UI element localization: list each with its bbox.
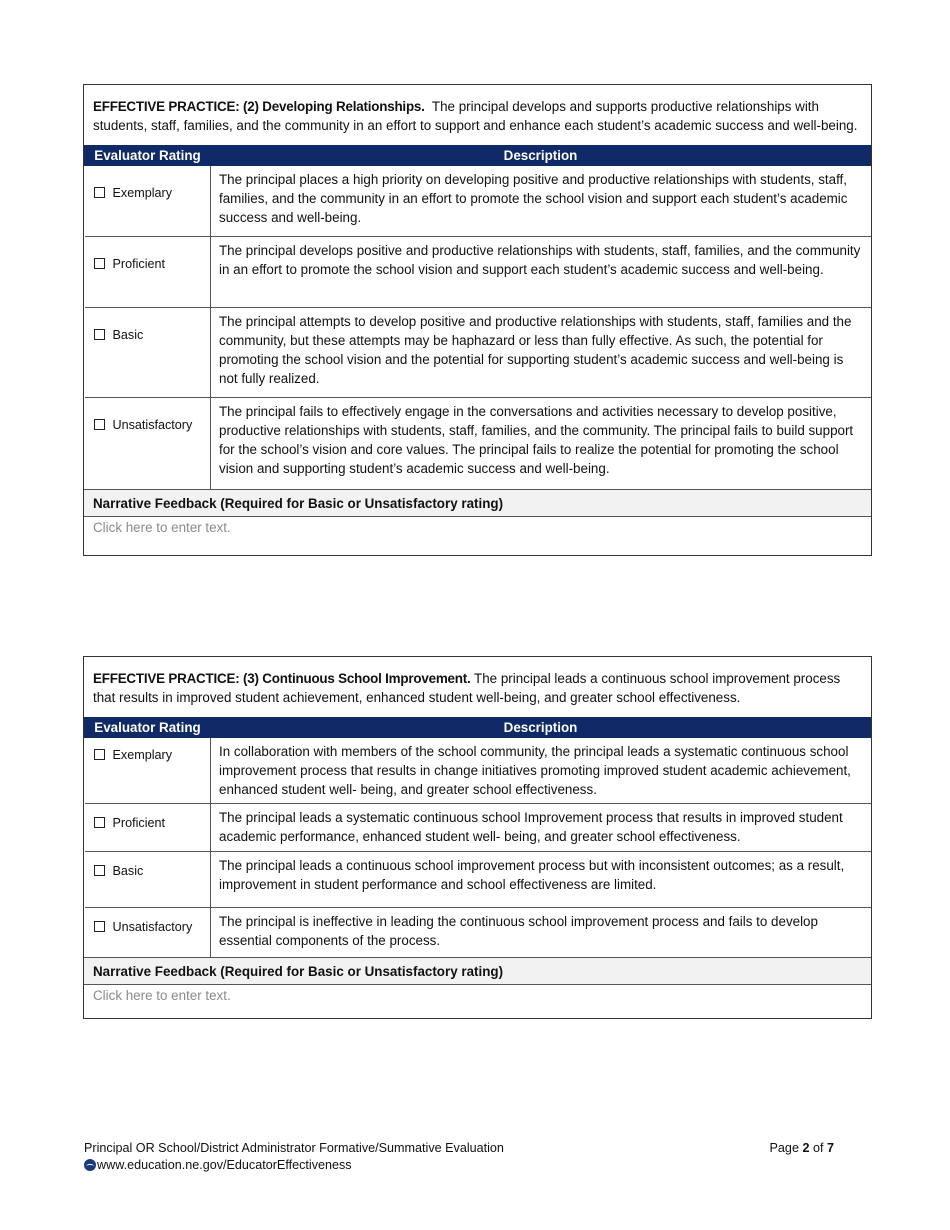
exemplary-checkbox[interactable] [94,187,105,198]
rating-cell [85,738,211,804]
rating-label: Proficient [112,816,165,830]
rating-label: Basic [112,328,144,342]
rating-label: Proficient [112,257,165,271]
practice-3-intro [84,657,871,717]
table-row [85,908,871,957]
total-pages: 7 [826,1141,834,1155]
narrative-feedback-input[interactable]: Click here to enter text. [84,984,871,1018]
description-cell: The principal leads a continuous school improvement process but with inconsistent outcomes; as a result, improvement in student performance and school effectiveness are limited. [211,852,871,908]
narrative-feedback-input[interactable]: Click here to enter text. [84,516,871,555]
practice-2-title: EFFECTIVE PRACTICE: (2) Developing Relationships. [93,99,425,114]
practice-2-intro [84,85,871,145]
footer-url-link[interactable]: www.education.ne.gov/EducatorEffectiveness [97,1158,352,1172]
footer-document-title: Principal OR School/District Administrator Formative/Summative Evaluation [84,1141,504,1155]
narrative-feedback-label: Narrative Feedback (Required for Basic or Unsatisfactory rating) [84,957,871,984]
globe-icon [84,1159,96,1171]
rating-cell [85,166,211,237]
description-cell: In collaboration with members of the school community, the principal leads a systematic continuous school improvement process that results in change initiatives promoting improved student academic achievement, enhanced student well- being, and greater school effectiveness. [211,738,871,804]
description-cell: The principal places a high priority on developing positive and productive relationships with students, staff, families, and the community in an effort to promote the school vision and support each student’s academic success and well-being. [211,166,871,237]
proficient-checkbox[interactable] [94,258,105,269]
table-row [85,804,871,852]
description-cell: The principal leads a systematic continuous school Improvement process that results in improved student academic performance, enhanced student well- being, and greater school effectiveness. [211,804,871,852]
page-number: Page 2 of 7 [769,1141,834,1155]
table-row [85,398,871,489]
unsatisfactory-checkbox[interactable] [94,921,105,932]
basic-checkbox[interactable] [94,329,105,340]
rating-cell [85,398,211,489]
description-column-header: Description [211,718,871,738]
exemplary-checkbox[interactable] [94,749,105,760]
rating-label: Exemplary [112,748,172,762]
rating-column-header: Evaluator Rating [85,718,211,738]
page-footer [84,1140,834,1174]
table-row [85,237,871,308]
basic-checkbox[interactable] [94,865,105,876]
table-row [85,166,871,237]
table-row [85,738,871,804]
rating-label: Unsatisfactory [112,418,193,432]
rating-cell [85,237,211,308]
description-column-header: Description [211,146,871,166]
practice-2-section [83,84,872,556]
description-cell: The principal fails to effectively engage in the conversations and activities necessary to develop positive, productive relationships with students, staff, families, and the community. The principal fails to build support for the school’s vision and core values. The principal fails to realize the potential for promoting the school vision and supporting student’s academic success and well-being. [211,398,871,489]
rating-cell [85,908,211,957]
proficient-checkbox[interactable] [94,817,105,828]
rating-cell [85,804,211,852]
narrative-feedback-label: Narrative Feedback (Required for Basic or Unsatisfactory rating) [84,489,871,516]
practice-3-section [83,656,872,1019]
description-cell: The principal is ineffective in leading the continuous school improvement process and fails to develop essential components of the process. [211,908,871,957]
rating-label: Unsatisfactory [112,920,193,934]
practice-3-rubric-table [84,717,871,957]
practice-3-title: EFFECTIVE PRACTICE: (3) Continuous School Improvement. [93,671,471,686]
rating-label: Exemplary [112,186,172,200]
rating-label: Basic [112,864,144,878]
description-cell: The principal develops positive and productive relationships with students, staff, families, and the community in an effort to promote the school vision and support each student’s academic success and well-being. [211,237,871,308]
unsatisfactory-checkbox[interactable] [94,419,105,430]
rating-cell [85,852,211,908]
current-page: 2 [802,1141,810,1155]
table-row [85,852,871,908]
rating-cell [85,308,211,398]
practice-3-intro-text: The principal leads a continuous school improvement process that results in improved student achievement, enhanced student well-being, and greater school effectiveness. [93,671,841,705]
rating-column-header: Evaluator Rating [85,146,211,166]
table-row [85,308,871,398]
practice-2-rubric-table [84,145,871,489]
description-cell: The principal attempts to develop positive and productive relationships with students, staff, families and the community, but these attempts may be haphazard or less than fully effective. As such, the potential for promoting the school vision and the potential for supporting student’s academic success and well-being is not fully realized. [211,308,871,398]
practice-2-intro-text: The principal develops and supports productive relationships with students, staff, families, and the community in an effort to support and enhance each student’s academic success and well-being. [93,99,858,133]
